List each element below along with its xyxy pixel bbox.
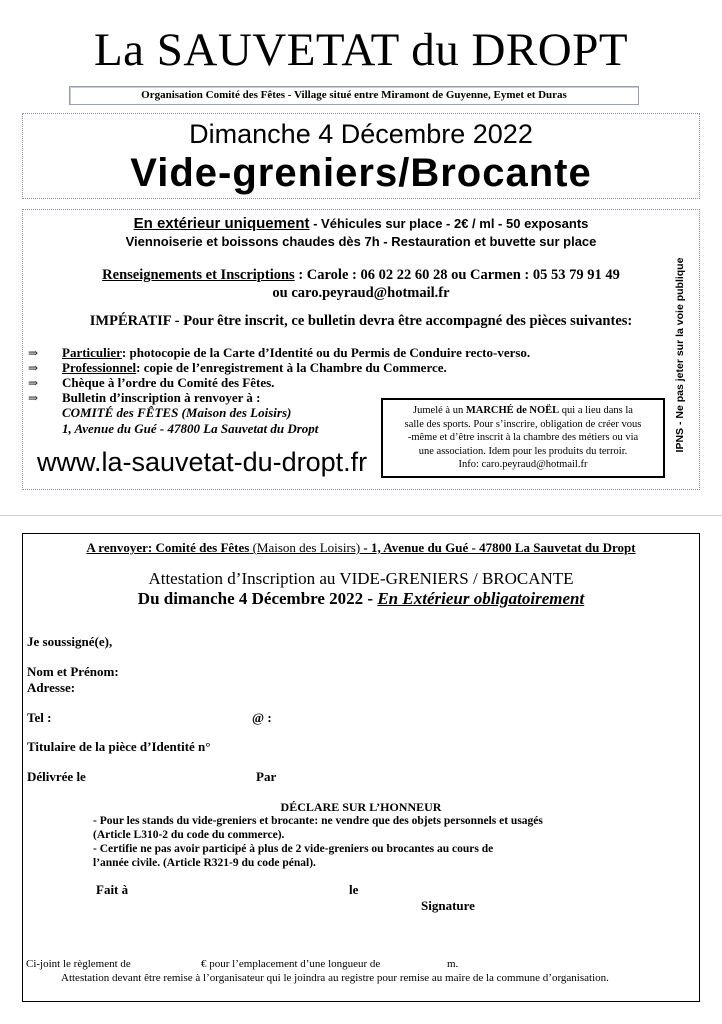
- event-name: Vide-greniers/Brocante: [130, 151, 592, 195]
- issued-by-label: Par: [256, 769, 277, 784]
- name-label: Nom et Prénom:: [27, 664, 119, 679]
- email-label: @ :: [252, 710, 272, 725]
- list-item: Chèque à l’ordre du Comité des Fêtes.: [62, 375, 275, 390]
- id-label: Titulaire de la pièce d’Identité n°: [27, 739, 211, 754]
- form-heading: Attestation d’Inscription au VIDE-GRENIERS / BROCANTE: [148, 569, 574, 588]
- event-date: Dimanche 4 Décembre 2022: [189, 119, 533, 149]
- contact-line: [23, 267, 699, 284]
- declaration-2b: l’année civile. (Article R321-9 du code pénal).: [93, 857, 316, 869]
- tel-label: Tel :: [27, 710, 52, 725]
- ipns-notice: IPNS - Ne pas jeter sur la voie publique: [674, 257, 686, 453]
- date-box: [22, 113, 700, 199]
- address-label: Adresse:: [27, 680, 76, 695]
- payment-label-2: € pour l’emplacement d’une longueur de: [201, 958, 381, 970]
- form-footer: Attestation devant être remise à l’organisateur qui le joindra au registre pour remise au maire de la commune d’organisation.: [61, 972, 609, 984]
- list-item: Professionnel: copie de l’enregistrement à la Chambre du Commerce.: [62, 360, 447, 375]
- registration-form: [22, 533, 700, 1002]
- imperatif-line: IMPÉRATIF - Pour être inscrit, ce bulletin devra être accompagné des pièces suivantes:: [89, 313, 633, 329]
- payment-label-3: m.: [447, 958, 459, 970]
- list-item: Bulletin d’inscription à renvoyer à :: [62, 390, 261, 405]
- outdoor-details: - Véhicules sur place - 2€ / ml - 50 exposants: [309, 216, 589, 231]
- arrow-icon: ⇒: [28, 361, 39, 375]
- declare-heading: DÉCLARE SUR L’HONNEUR: [280, 800, 442, 814]
- contact-email: ou caro.peyraud@hotmail.fr: [272, 285, 450, 301]
- soussigne-label: Je soussigné(e),: [27, 634, 113, 649]
- address-line-1: COMITÉ des FÊTES (Maison des Loisirs): [62, 405, 292, 420]
- return-address: A renvoyer: Comité des Fêtes (Maison des Loisirs) - 1, Avenue du Gué - 47800 La Sauvetat du Dropt: [86, 540, 636, 555]
- signature-label: Signature: [421, 898, 475, 913]
- page-title: La SAUVETAT du DROPT: [93, 24, 629, 76]
- arrow-icon: ⇒: [28, 376, 39, 390]
- arrow-icon: ⇒: [28, 391, 39, 405]
- food-line: Viennoiserie et boissons chaudes dès 7h - Restauration et buvette sur place: [125, 234, 597, 249]
- address-line-2: 1, Avenue du Gué - 47800 La Sauvetat du Dropt: [62, 421, 319, 436]
- place-label: Fait à: [96, 882, 129, 897]
- outdoor-label: En extérieur uniquement: [133, 215, 310, 232]
- list-item: Particulier: photocopie de la Carte d’Identité ou du Permis de Conduire recto-verso.: [62, 345, 531, 360]
- date-label: le: [349, 882, 359, 897]
- subtitle-banner: Organisation Comité des Fêtes - Village situé entre Miramont de Guyenne, Eymet et Duras: [69, 86, 639, 105]
- form-subheading: Du dimanche 4 Décembre 2022 - En Extérieur obligatoirement: [137, 589, 585, 608]
- info-box: [22, 209, 700, 490]
- outdoor-line: [23, 215, 699, 232]
- arrow-icon: ⇒: [28, 346, 39, 360]
- website-link[interactable]: www.la-sauvetat-du-dropt.fr: [37, 447, 368, 477]
- declaration-2a: - Certifie ne pas avoir participé à plus de 2 vide-greniers ou brocantes au cours de: [93, 843, 494, 855]
- contact-details: : Carole : 06 02 22 60 28 ou Carmen : 05 53 79 91 49: [294, 267, 620, 283]
- declaration-1a: - Pour les stands du vide-greniers et brocante: ne vendre que des objets personnels et usagés: [93, 815, 543, 827]
- contact-label: Renseignements et Inscriptions: [102, 267, 295, 283]
- issued-label: Délivrée le: [27, 769, 86, 784]
- payment-label-1: Ci-joint le règlement de: [26, 958, 131, 970]
- declaration-1b: (Article L310-2 du code du commerce).: [93, 829, 285, 841]
- christmas-market-note: Jumelé à un MARCHÉ de NOËL qui a lieu dans la salle des sports. Pour s’inscrire, obligation de créer vous -même et d’être inscrit à la chambre des métiers ou via une association. Idem pour les produits du terroir. Info: caro.peyraud@hotmail.fr: [381, 398, 665, 478]
